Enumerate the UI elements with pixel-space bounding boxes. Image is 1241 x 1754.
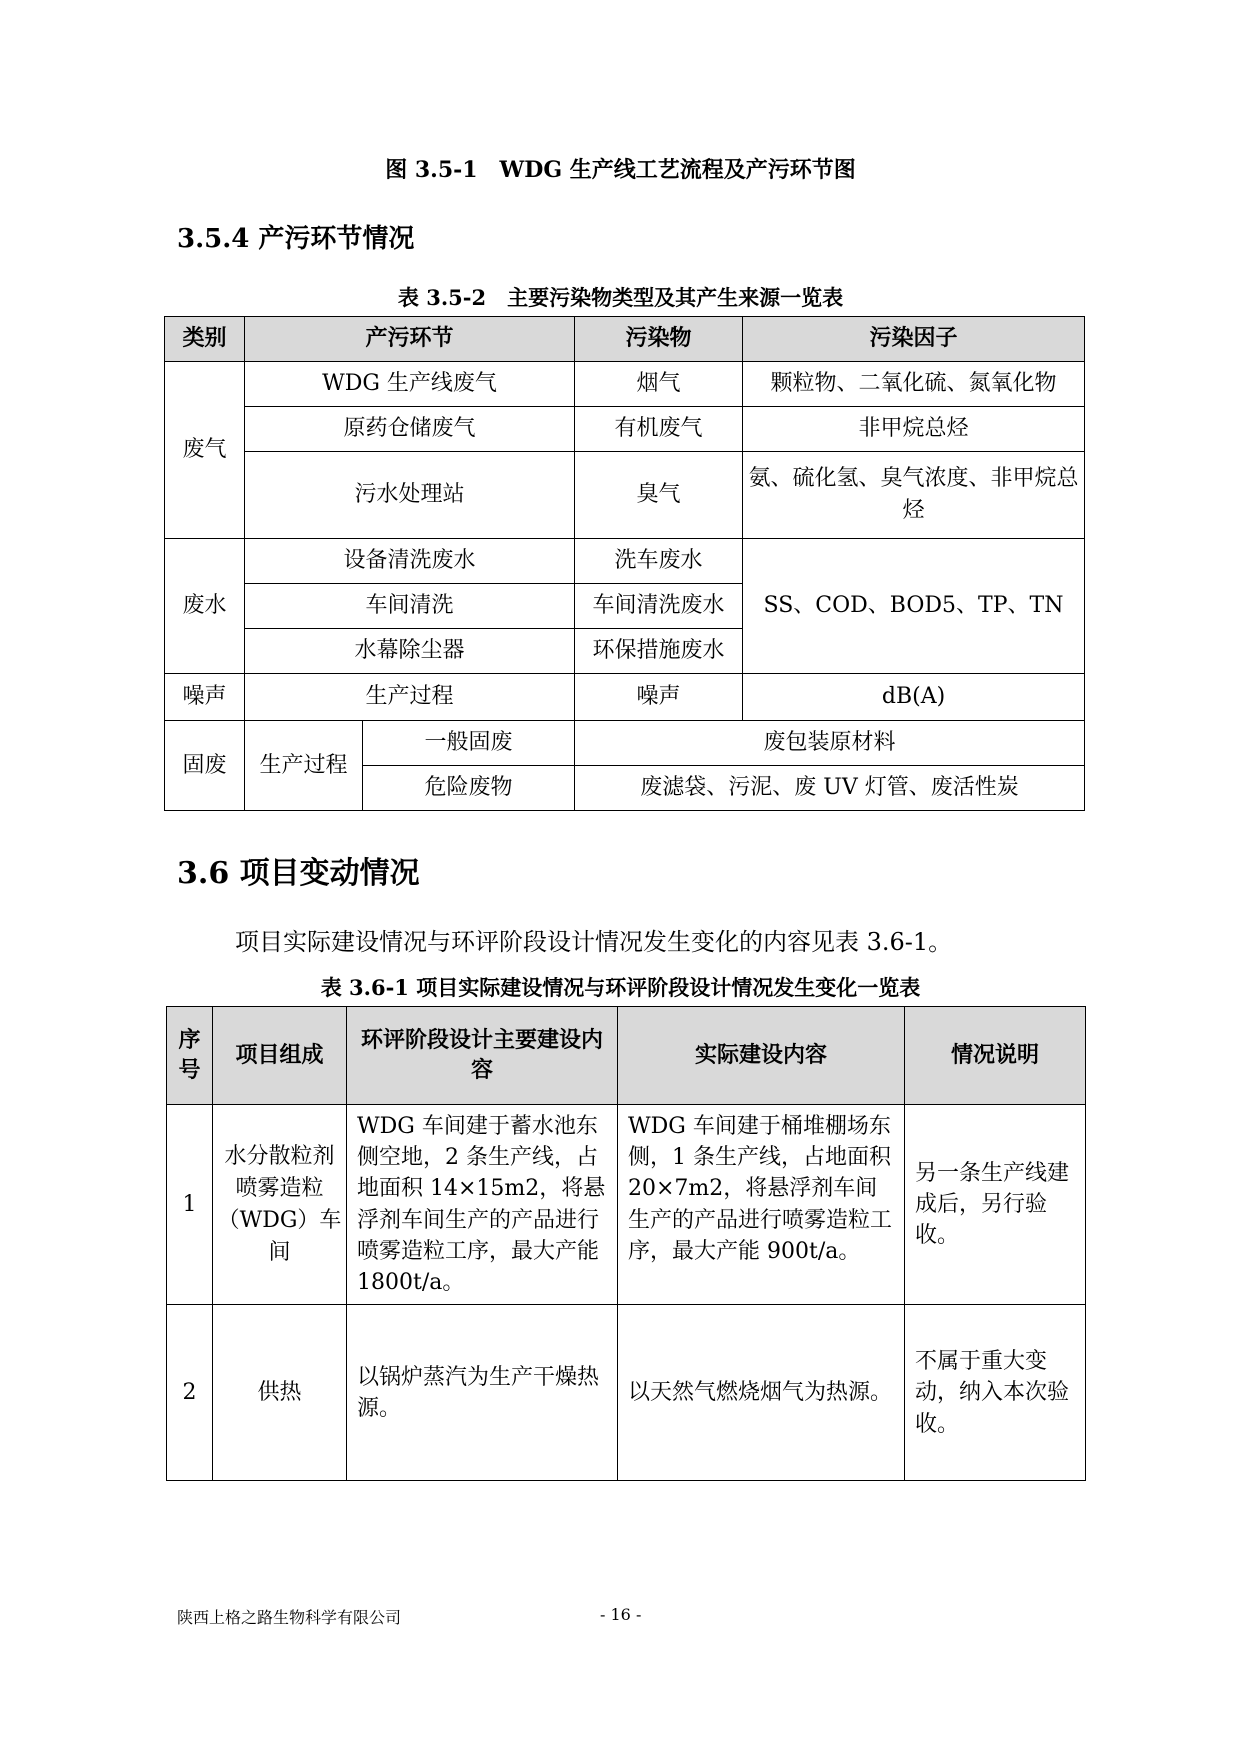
pollutant-cell: 臭气 (575, 452, 743, 539)
pollutant-cell: 洗车废水 (575, 539, 743, 584)
project-changes-table (166, 1006, 1086, 1481)
pollutant-cell: 车间清洗废水 (575, 584, 743, 629)
note-cell: 不属于重大变动，纳入本次验收。 (905, 1305, 1086, 1481)
header-no: 序号 (167, 1007, 213, 1105)
design-cell: WDG 车间建于蓄水池东侧空地，2 条生产线，占地面积 14×15m2，将悬浮剂车间生产的产品进行喷雾造粒工序，最大产能 1800t/a。 (347, 1105, 618, 1305)
table-header-row (167, 1007, 1086, 1105)
factor-cell: dB(A) (743, 674, 1085, 721)
table-row (165, 362, 1085, 407)
header-factor: 污染因子 (743, 317, 1085, 362)
table-caption-3-6-1: 表 3.6-1 项目实际建设情况与环评阶段设计情况发生变化一览表 (320, 975, 921, 1000)
table-caption-3-5-2: 表 3.5-2 主要污染物类型及其产生来源一览表 (397, 285, 844, 310)
category-cell: 废水 (165, 539, 245, 674)
stage-cell: 原药仓储废气 (245, 407, 575, 452)
stage-cell: WDG 生产线废气 (245, 362, 575, 407)
design-cell: 以锅炉蒸汽为生产干燥热源。 (347, 1305, 618, 1481)
note-cell: 另一条生产线建成后，另行验收。 (905, 1105, 1086, 1305)
actual-cell: WDG 车间建于桶堆棚场东侧，1 条生产线，占地面积 20×7m2，将悬浮剂车间生产的产品进行喷雾造粒工序，最大产能 900t/a。 (618, 1105, 905, 1305)
solid-type-cell: 一般固废 (363, 721, 575, 766)
stage-cell: 水幕除尘器 (245, 629, 575, 674)
solid-type-cell: 危险废物 (363, 766, 575, 811)
row-number: 2 (167, 1305, 213, 1481)
footer-page-number: - 16 - (600, 1605, 642, 1624)
stage-cell: 污水处理站 (245, 452, 575, 539)
stage-cell: 生产过程 (245, 674, 575, 721)
component-cell: 水分散粒剂喷雾造粒（WDG）车间 (213, 1105, 347, 1305)
factor-cell: 氨、硫化氢、臭气浓度、非甲烷总烃 (743, 452, 1085, 539)
table-row (167, 1105, 1086, 1305)
footer-company: 陕西上格之路生物科学有限公司 (177, 1608, 402, 1627)
category-cell: 噪声 (165, 674, 245, 721)
header-component: 项目组成 (213, 1007, 347, 1105)
header-pollutant: 污染物 (575, 317, 743, 362)
header-design: 环评阶段设计主要建设内容 (347, 1007, 618, 1105)
water-factor-cell (743, 539, 1085, 674)
header-note: 情况说明 (905, 1007, 1086, 1105)
table-row (165, 452, 1085, 539)
pollutant-cell: 烟气 (575, 362, 743, 407)
figure-caption: 图 3.5-1 WDG 生产线工艺流程及产污环节图 (385, 157, 856, 183)
factor-cell: 非甲烷总烃 (743, 407, 1085, 452)
pollutant-sources-table (164, 316, 1085, 811)
solid-desc-cell: 废包装原材料 (575, 721, 1085, 766)
table-row (167, 1305, 1086, 1481)
category-cell: 废气 (165, 362, 245, 539)
pollutant-cell: 噪声 (575, 674, 743, 721)
table-row (165, 407, 1085, 452)
stage-cell: 车间清洗 (245, 584, 575, 629)
header-stage: 产污环节 (245, 317, 575, 362)
actual-cell: 以天然气燃烧烟气为热源。 (618, 1305, 905, 1481)
header-category: 类别 (165, 317, 245, 362)
header-actual: 实际建设内容 (618, 1007, 905, 1105)
water-factor-text: SS、COD、BOD5、TP、TN (763, 593, 1064, 619)
table-row (165, 539, 1085, 584)
table-header-row (165, 317, 1085, 362)
table-row (165, 721, 1085, 766)
section-heading-3-5-4: 3.5.4 产污环节情况 (177, 224, 415, 254)
pollutant-cell: 有机废气 (575, 407, 743, 452)
solid-desc-cell: 废滤袋、污泥、废 UV 灯管、废活性炭 (575, 766, 1085, 811)
category-cell: 固废 (165, 721, 245, 811)
stage-cell: 设备清洗废水 (245, 539, 575, 584)
row-number: 1 (167, 1105, 213, 1305)
section-heading-3-6: 3.6 项目变动情况 (177, 856, 420, 891)
pollutant-cell: 环保措施废水 (575, 629, 743, 674)
stage-cell: 生产过程 (245, 721, 363, 811)
table-row (165, 674, 1085, 721)
factor-cell: 颗粒物、二氧化硫、氮氧化物 (743, 362, 1085, 407)
component-cell: 供热 (213, 1305, 347, 1481)
body-paragraph: 项目实际建设情况与环评阶段设计情况发生变化的内容见表 3.6-1。 (235, 928, 953, 956)
